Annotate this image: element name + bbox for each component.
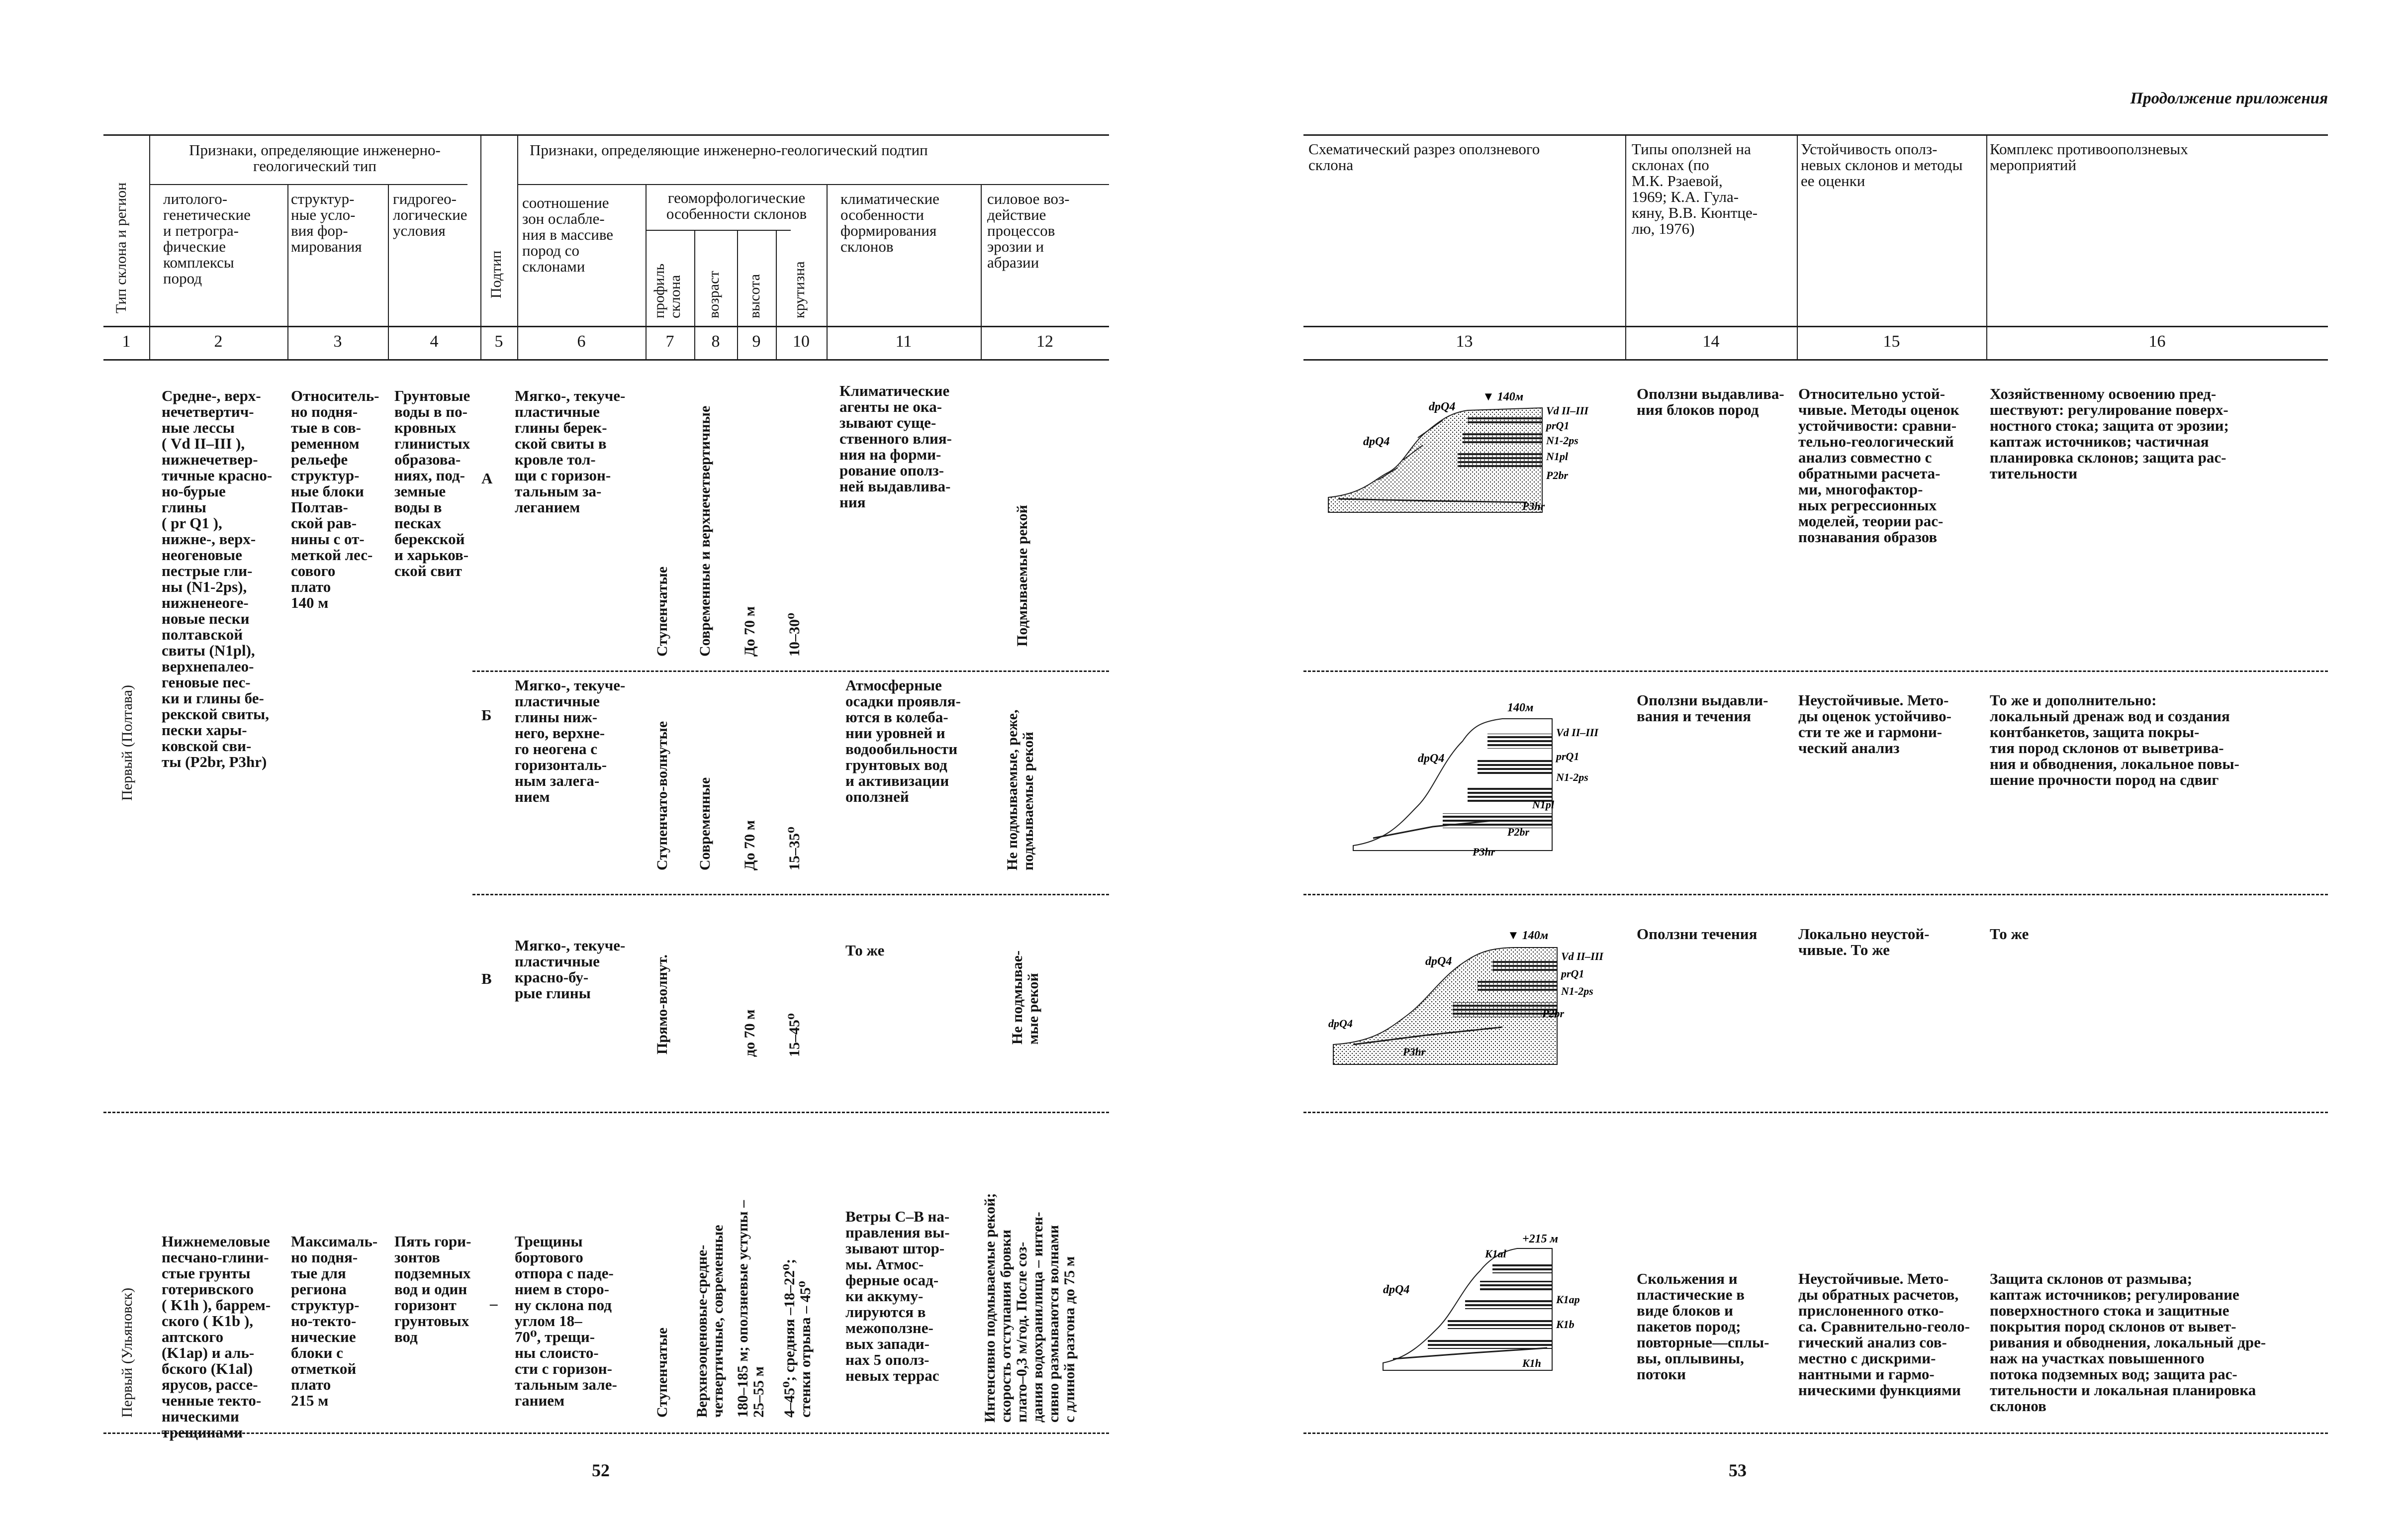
row-a-height: До 70 м [741, 606, 758, 657]
header-type-region: Тип склона и регион [113, 182, 129, 313]
fig-label: P2br [1507, 826, 1529, 838]
fig-label: K1al [1485, 1247, 1506, 1260]
row-a-weak-zones: Мягко-, текуче- пластичные глины берек- ской свиты в кровле тол- щи с горизон- тальным за- леганием [515, 387, 626, 516]
row-a-age: Современные и верхнечетвертичные [697, 405, 713, 657]
row-b-erosion: Не подмываемые, реже, подмываемые рекой [1004, 709, 1036, 870]
row4-measures: Защита склонов от размыва; каптаж источников; регулирование поверхностного стока и защитные покрытия пород склонов от вывет- ривания и обводнения, локальный дре- наж на участках повышенного потока подземных вод; защита рас- тительности и локальная планировка склонов [1990, 1270, 2266, 1415]
row-a-erosion: Подмываемые рекой [1014, 505, 1030, 647]
col-number: 1 [122, 332, 131, 351]
row4-landslide-type: Скольжения и пластические в виде блоков и пакетов пород; повторные—сплы- вы, оплывины, потоки [1637, 1270, 1769, 1383]
header-col12: силовое воз- действие процессов эрозии и абразии [987, 190, 1070, 271]
fig-label: K1b [1556, 1318, 1574, 1331]
row2-measures: То же и дополнительно: локальный дренаж вод и создания контбанкетов, защита покры- тия пород склонов от выветрива- ния и обводнения, локальное повы- шение прочности пород на сдвиг [1990, 691, 2239, 788]
row-a-climate: Климатические агенты не ока- зывают суще- ственного влия- ния на форми- рование ополз- ней выдавлива- ния [839, 382, 952, 511]
region1-hydrogeology: Грунтовые воды в по- кровных глинистых образова- ниях, под- земные воды в песках берекской и харьков- ской свит [394, 387, 470, 579]
region2-hydrogeology: Пять гори- зонтов подземных вод и один горизонт грунтовых вод [394, 1233, 471, 1345]
row-v-climate: То же [845, 942, 885, 959]
row-v-profile: Прямо-волнут. [654, 954, 670, 1054]
col-number: 3 [333, 332, 342, 351]
row-a-profile: Ступенчатые [654, 566, 670, 657]
slope-section-figure-3 [1323, 925, 1622, 1074]
row-b-profile: Ступенчато-волнутые [654, 721, 670, 870]
region2-weak-zones: Трещины бортового отпора с паде- нием в сторо- ну склона под углом 18– 70⁰, трещи- ны слоисто- сти с горизон- тальным зале- ганием [515, 1233, 617, 1409]
row3-stability: Локально неустой- чивые. То же [1798, 925, 1930, 958]
col-number: 9 [752, 332, 761, 351]
fig-label: N1pl [1546, 450, 1568, 463]
fig-label: Vd II–III [1556, 726, 1598, 739]
region2-subtype: – [490, 1295, 498, 1312]
fig-label: P3hr [1522, 500, 1545, 512]
fig-label: prQ1 [1561, 967, 1584, 980]
region2-lithology: Нижнемеловые песчано-глини- стые грунты готеривского ( K1h ), баррем- ского ( K1b ), аптского (K1ap) и аль- бского (K1al) ярусов, рассе- ченные текто- ническими трещинами [162, 1233, 271, 1441]
row-b-age: Современные [697, 777, 713, 870]
row2-stability: Неустойчивые. Мето- ды оценок устойчиво- сти те же и гармони- ческий анализ [1798, 691, 1951, 757]
region2-profile: Ступенчатые [654, 1327, 670, 1418]
fig-label: N1-2ps [1561, 985, 1593, 997]
fig-label: P2br [1546, 469, 1568, 481]
row4-stability: Неустойчивые. Мето- ды обратных расчетов, прислоненного отко- са. Сравнительно-геоло- гический анализ сов- местно с дискрими- нантными и гармо- ническими функциями [1798, 1270, 1970, 1399]
fig-label: dpQ4 [1425, 955, 1452, 968]
region-label-poltava: Первый (Полтава) [119, 685, 135, 801]
region2-age: Верхнеэоценовые-средне- четвертичные, современные [694, 1225, 726, 1418]
row-v-steepness: 15–45⁰ [786, 1013, 803, 1057]
region1-structure: Относитель- но подня- тые в сов- ременном рельефе структур- ные блоки Полтав- ской рав- нины с от- меткой лес- сового плато 140 м [291, 387, 379, 611]
col-number: 2 [214, 332, 223, 351]
header-col2: литолого- генетические и петрогра- фические комплексы пород [163, 190, 251, 287]
row-b-weak-zones: Мягко-, текуче- пластичные глины ниж- него, верхне- го неогена с горизонталь- ным залега- нием [515, 676, 626, 805]
right-page [1204, 0, 2408, 1527]
row1-landslide-type: Оползни выдавлива- ния блоков пород [1637, 385, 1784, 418]
col-number: 6 [577, 332, 586, 351]
row-v-erosion: Не подмывае- мые рекой [1009, 950, 1041, 1045]
col-number: 4 [430, 332, 439, 351]
fig-label: dpQ4 [1429, 400, 1456, 413]
row1-measures: Хозяйственному освоению пред- шествуют: регулирование поверх- ностного стока; защита от эрозии; каптаж источников; частичная планировка склонов; защита рас- тительности [1990, 385, 2229, 482]
header-col8: возраст [706, 271, 722, 318]
row-v-subtype: В [481, 970, 492, 987]
header-col13: Схематический разрез оползневого склона [1308, 140, 1540, 174]
region2-erosion: Интенсивно подмываемые рекой; скорость отступания бровки плато–0,3 м/год. После соз- дания водохранилища – интен- сивно размываются волнами с длиной разгона до 75 м [982, 1193, 1078, 1423]
fig-label: P3hr [1473, 846, 1495, 858]
row-v-height: до 70 м [741, 1009, 758, 1057]
fig-label: K1h [1522, 1357, 1541, 1369]
header-col14: Типы оползней на склонах (по М.К. Рзаевой, 1969; К.А. Гула- кяну, В.В. Кюнтце- лю, 1976) [1632, 140, 1758, 237]
fig-label: ▼ 140м [1482, 390, 1524, 403]
col-number: 10 [793, 332, 810, 351]
region2-structure: Максималь- но подня- тые для региона структур- но-текто- нические блоки с отметкой плато 215 м [291, 1233, 378, 1409]
header-col4: гидрогео- логические условия [393, 190, 467, 239]
slope-section-figure-1 [1318, 385, 1617, 520]
fig-label: N1-2ps [1556, 771, 1588, 783]
header-col9: высота [746, 274, 763, 318]
col-number: 8 [711, 332, 720, 351]
header-subtype-features: Признаки, определяющие инженерно-геологический подтип [530, 141, 928, 159]
col-number: 12 [1036, 332, 1053, 351]
slope-section-figure-4 [1373, 1229, 1612, 1378]
region2-height: 180–185 м; оползневые уступы – 25–55 м [735, 1200, 767, 1418]
row-a-steepness: 10–30⁰ [786, 612, 803, 657]
fig-label: P3hr [1403, 1046, 1426, 1058]
header-geomorph: геоморфологические особенности склонов [666, 189, 807, 222]
col-number: 13 [1456, 332, 1473, 351]
col-number: 5 [494, 332, 503, 351]
row-b-climate: Атмосферные осадки проявля- ются в колеба- нии уровней и водообильности грунтовых вод и активизации оползней [845, 676, 961, 805]
fig-label: P2br [1542, 1007, 1564, 1020]
page-number-right: 53 [1729, 1460, 1747, 1480]
header-col3: структур- ные усло- вия фор- мирования [291, 190, 362, 255]
row2-landslide-type: Оползни выдавли- вания и течения [1637, 691, 1768, 725]
fig-label: N1pl [1532, 798, 1554, 811]
fig-label: ▼ 140м [1507, 929, 1549, 942]
slope-section-figure-2 [1343, 696, 1622, 860]
col-number: 16 [2148, 332, 2166, 351]
header-col11: климатические особенности формирования склонов [840, 190, 939, 255]
col-number: 7 [665, 332, 674, 351]
fig-label: dpQ4 [1363, 435, 1390, 448]
header-col6: соотношение зон ослабле- ния в массиве пород со склонами [522, 194, 614, 275]
row-b-height: До 70 м [741, 820, 758, 870]
col-number: 11 [895, 332, 912, 351]
fig-label: dpQ4 [1383, 1283, 1410, 1296]
fig-label: N1-2ps [1546, 434, 1578, 447]
row-v-weak-zones: Мягко-, текуче- пластичные красно-бу- рые глины [515, 937, 626, 1002]
fig-label: prQ1 [1546, 419, 1570, 432]
col-number: 14 [1702, 332, 1720, 351]
header-col7: профиль склона [651, 263, 683, 318]
fig-label: +215 м [1522, 1233, 1559, 1245]
fig-label: K1ap [1556, 1293, 1580, 1306]
row1-stability: Относительно устой- чивые. Методы оценок устойчивости: сравни- тельно-геологический анализ совместно с обратными расчета- ми, многофактор- ных регрессионных моделей, теории рас- познавания образов [1798, 385, 1959, 546]
region2-climate: Ветры С–В на- правления вы- зывают штор- мы. Атмос- ферные осад- ки аккуму- лируются в межоползне- вых запади- нах 5 ополз- невых террас [845, 1208, 950, 1384]
fig-label: dpQ4 [1328, 1017, 1353, 1030]
fig-label: dpQ4 [1418, 752, 1445, 765]
running-title: Продолжение приложения [2130, 90, 2328, 107]
header-col16: Комплекс противооползневых мероприятий [1990, 140, 2188, 174]
row-b-subtype: Б [481, 706, 492, 724]
region1-lithology: Средне-, верх- нечетвертич- ные лессы ( Vd II–III ), нижнечетвер- тичные красно- но-бурые глины ( pr Q1 ), нижне-, верх- неогеновые пестрые гли- ны (N1-2ps), нижненеоге- новые пески полтавской свиты (N1pl), верхнепалео- геновые пес- ки и глины бе- рекской свиты, пески хары- ковской сви- ты (P2br, P3hr) [162, 387, 273, 770]
header-subtype: Подтип [488, 250, 504, 298]
row-b-steepness: 15–35⁰ [786, 826, 803, 870]
page-number-left: 52 [592, 1460, 610, 1480]
region2-steepness: 4–45⁰; средняя –18–22⁰; стенки отрыва – 45⁰ [781, 1258, 814, 1418]
fig-label: prQ1 [1556, 750, 1579, 763]
header-col15: Устойчивость ополз- невых склонов и методы ее оценки [1801, 140, 1963, 190]
row-a-subtype: А [481, 470, 493, 487]
fig-label: Vd II–III [1546, 404, 1588, 417]
row3-landslide-type: Оползни течения [1637, 925, 1758, 943]
fig-label: 140м [1507, 701, 1534, 714]
row3-measures: То же [1990, 925, 2029, 943]
header-col10: крутизна [791, 261, 808, 318]
header-type-features: Признаки, определяющие инженерно- геологический тип [189, 141, 441, 175]
region-label-ulyanovsk: Первый (Ульяновск) [119, 1287, 135, 1418]
fig-label: Vd II–III [1561, 950, 1603, 962]
col-number: 15 [1883, 332, 1900, 351]
